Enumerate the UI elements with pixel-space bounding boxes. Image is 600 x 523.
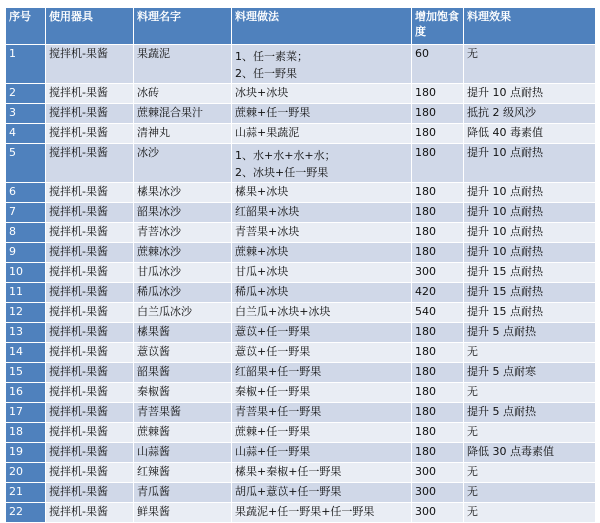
row-satiety: 180 xyxy=(412,423,464,443)
row-name: 韶果冰沙 xyxy=(134,203,232,223)
row-name: 蔗棘冰沙 xyxy=(134,243,232,263)
row-satiety: 180 xyxy=(412,124,464,144)
row-satiety: 180 xyxy=(412,223,464,243)
row-effect: 抵抗 2 级风沙 xyxy=(464,104,596,124)
row-id: 2 xyxy=(6,84,46,104)
row-id: 18 xyxy=(6,423,46,443)
header-satiety: 增加饱食度 xyxy=(412,8,464,45)
row-name: 鲜果酱 xyxy=(134,503,232,523)
recipe-line: 白兰瓜+冰块+冰块 xyxy=(235,305,331,318)
row-satiety: 180 xyxy=(412,183,464,203)
row-effect: 无 xyxy=(464,503,596,523)
row-name: 甘瓜冰沙 xyxy=(134,263,232,283)
table-row xyxy=(6,45,596,84)
table-row xyxy=(6,104,596,124)
table-row xyxy=(6,303,596,323)
row-satiety: 540 xyxy=(412,303,464,323)
row-effect: 无 xyxy=(464,483,596,503)
row-effect: 无 xyxy=(464,45,596,84)
row-name: 冰砖 xyxy=(134,84,232,104)
table-row xyxy=(6,144,596,183)
row-effect: 提升 5 点耐热 xyxy=(464,403,596,423)
row-id: 6 xyxy=(6,183,46,203)
row-id: 15 xyxy=(6,363,46,383)
row-effect: 提升 10 点耐热 xyxy=(464,223,596,243)
row-tool: 搅拌机-果酱 xyxy=(46,323,134,343)
recipe-line: 冰块+冰块 xyxy=(235,86,289,99)
row-satiety: 180 xyxy=(412,403,464,423)
row-recipe xyxy=(232,443,412,463)
row-recipe xyxy=(232,363,412,383)
row-effect: 提升 10 点耐热 xyxy=(464,243,596,263)
row-recipe xyxy=(232,203,412,223)
row-tool: 搅拌机-果酱 xyxy=(46,203,134,223)
recipe-line: 蔗棘+任一野果 xyxy=(235,106,311,119)
row-tool: 搅拌机-果酱 xyxy=(46,243,134,263)
row-recipe xyxy=(232,383,412,403)
recipe-line: 红韶果+任一野果 xyxy=(235,365,322,378)
table-row xyxy=(6,323,596,343)
row-satiety: 180 xyxy=(412,144,464,183)
row-id: 22 xyxy=(6,503,46,523)
row-satiety: 180 xyxy=(412,104,464,124)
row-tool: 搅拌机-果酱 xyxy=(46,403,134,423)
row-satiety: 300 xyxy=(412,483,464,503)
row-name: 蔗棘酱 xyxy=(134,423,232,443)
row-recipe xyxy=(232,403,412,423)
row-effect: 提升 10 点耐热 xyxy=(464,203,596,223)
row-recipe xyxy=(232,323,412,343)
row-tool: 搅拌机-果酱 xyxy=(46,303,134,323)
row-recipe xyxy=(232,503,412,523)
table-row xyxy=(6,423,596,443)
row-satiety: 180 xyxy=(412,363,464,383)
row-effect: 提升 15 点耐热 xyxy=(464,303,596,323)
row-satiety: 420 xyxy=(412,283,464,303)
row-satiety: 180 xyxy=(412,203,464,223)
row-satiety: 180 xyxy=(412,243,464,263)
row-satiety: 300 xyxy=(412,263,464,283)
row-name: 榡果冰沙 xyxy=(134,183,232,203)
table-row xyxy=(6,483,596,503)
row-satiety: 300 xyxy=(412,503,464,523)
row-name: 榡果酱 xyxy=(134,323,232,343)
row-id: 21 xyxy=(6,483,46,503)
table-row xyxy=(6,223,596,243)
header-recipe: 料理做法 xyxy=(232,8,412,45)
row-recipe xyxy=(232,104,412,124)
row-effect: 无 xyxy=(464,463,596,483)
row-name: 薏苡酱 xyxy=(134,343,232,363)
header-effect: 料理效果 xyxy=(464,8,596,45)
recipe-line: 果蔬泥+任一野果+任一野果 xyxy=(235,505,375,518)
recipe-line: 蔗棘+任一野果 xyxy=(235,425,311,438)
row-effect: 无 xyxy=(464,423,596,443)
row-effect: 提升 10 点耐热 xyxy=(464,144,596,183)
row-name: 秦椒酱 xyxy=(134,383,232,403)
row-name: 白兰瓜冰沙 xyxy=(134,303,232,323)
table-body xyxy=(6,45,596,523)
row-name: 清神丸 xyxy=(134,124,232,144)
row-recipe xyxy=(232,183,412,203)
row-tool: 搅拌机-果酱 xyxy=(46,443,134,463)
row-tool: 搅拌机-果酱 xyxy=(46,144,134,183)
recipe-line: 蔗棘+冰块 xyxy=(235,245,289,258)
recipe-line: 胡瓜+薏苡+任一野果 xyxy=(235,485,342,498)
recipe-line: 榡果+冰块 xyxy=(235,185,289,198)
row-tool: 搅拌机-果酱 xyxy=(46,383,134,403)
row-tool: 搅拌机-果酱 xyxy=(46,423,134,443)
row-satiety: 180 xyxy=(412,383,464,403)
row-recipe xyxy=(232,243,412,263)
row-satiety: 180 xyxy=(412,443,464,463)
row-id: 13 xyxy=(6,323,46,343)
row-id: 9 xyxy=(6,243,46,263)
header-row xyxy=(6,8,596,45)
row-recipe xyxy=(232,144,412,183)
table-row xyxy=(6,503,596,523)
row-tool: 搅拌机-果酱 xyxy=(46,223,134,243)
row-id: 1 xyxy=(6,45,46,84)
recipe-line: 红韶果+冰块 xyxy=(235,205,300,218)
row-id: 5 xyxy=(6,144,46,183)
row-tool: 搅拌机-果酱 xyxy=(46,124,134,144)
recipe-line: 薏苡+任一野果 xyxy=(235,345,311,358)
recipe-line: 山蒜+果蔬泥 xyxy=(235,126,300,139)
row-id: 3 xyxy=(6,104,46,124)
row-name: 红辣酱 xyxy=(134,463,232,483)
row-effect: 提升 15 点耐热 xyxy=(464,263,596,283)
row-effect: 提升 10 点耐热 xyxy=(464,84,596,104)
row-id: 17 xyxy=(6,403,46,423)
header-tool: 使用器具 xyxy=(46,8,134,45)
row-id: 8 xyxy=(6,223,46,243)
recipe-line: 1、水+水+水+水； xyxy=(235,149,336,162)
table-row xyxy=(6,183,596,203)
row-id: 19 xyxy=(6,443,46,463)
row-id: 14 xyxy=(6,343,46,363)
row-name: 山蒜酱 xyxy=(134,443,232,463)
row-tool: 搅拌机-果酱 xyxy=(46,263,134,283)
row-name: 蔗棘混合果汁 xyxy=(134,104,232,124)
row-recipe xyxy=(232,124,412,144)
recipe-line: 青菩果+任一野果 xyxy=(235,405,322,418)
row-tool: 搅拌机-果酱 xyxy=(46,363,134,383)
row-recipe xyxy=(232,303,412,323)
table-row xyxy=(6,403,596,423)
table-row xyxy=(6,203,596,223)
row-id: 4 xyxy=(6,124,46,144)
table-row xyxy=(6,363,596,383)
table-row xyxy=(6,84,596,104)
recipe-line: 青菩果+冰块 xyxy=(235,225,300,238)
row-tool: 搅拌机-果酱 xyxy=(46,463,134,483)
row-effect: 无 xyxy=(464,383,596,403)
recipe-line: 山蒜+任一野果 xyxy=(235,445,311,458)
row-satiety: 180 xyxy=(412,343,464,363)
row-effect: 降低 30 点毒素值 xyxy=(464,443,596,463)
row-id: 7 xyxy=(6,203,46,223)
table-row xyxy=(6,263,596,283)
row-id: 10 xyxy=(6,263,46,283)
row-name: 果蔬泥 xyxy=(134,45,232,84)
row-tool: 搅拌机-果酱 xyxy=(46,503,134,523)
row-tool: 搅拌机-果酱 xyxy=(46,483,134,503)
row-effect: 无 xyxy=(464,343,596,363)
row-effect: 提升 5 点耐寒 xyxy=(464,363,596,383)
row-id: 16 xyxy=(6,383,46,403)
row-id: 12 xyxy=(6,303,46,323)
row-recipe xyxy=(232,45,412,84)
row-tool: 搅拌机-果酱 xyxy=(46,84,134,104)
row-satiety: 300 xyxy=(412,463,464,483)
row-recipe xyxy=(232,483,412,503)
row-recipe xyxy=(232,343,412,363)
row-name: 冰沙 xyxy=(134,144,232,183)
row-recipe xyxy=(232,84,412,104)
recipe-line: 甘瓜+冰块 xyxy=(235,265,289,278)
row-effect: 降低 40 毒素值 xyxy=(464,124,596,144)
table-row xyxy=(6,283,596,303)
header-id: 序号 xyxy=(6,8,46,45)
row-effect: 提升 15 点耐热 xyxy=(464,283,596,303)
table-row xyxy=(6,343,596,363)
row-tool: 搅拌机-果酱 xyxy=(46,45,134,84)
recipe-line: 1、任一素菜； xyxy=(235,50,308,63)
row-effect: 提升 10 点耐热 xyxy=(464,183,596,203)
recipe-table xyxy=(5,7,596,523)
row-recipe xyxy=(232,223,412,243)
row-recipe xyxy=(232,263,412,283)
row-name: 青菩果酱 xyxy=(134,403,232,423)
table-row xyxy=(6,443,596,463)
row-name: 韶果酱 xyxy=(134,363,232,383)
row-name: 青菩冰沙 xyxy=(134,223,232,243)
row-recipe xyxy=(232,463,412,483)
recipe-line: 薏苡+任一野果 xyxy=(235,325,311,338)
row-recipe xyxy=(232,423,412,443)
row-id: 20 xyxy=(6,463,46,483)
table-row xyxy=(6,463,596,483)
row-tool: 搅拌机-果酱 xyxy=(46,283,134,303)
row-satiety: 60 xyxy=(412,45,464,84)
table-row xyxy=(6,124,596,144)
recipe-table-container xyxy=(5,7,596,523)
recipe-line: 2、任一野果 xyxy=(235,67,297,80)
row-tool: 搅拌机-果酱 xyxy=(46,183,134,203)
row-name: 稀瓜冰沙 xyxy=(134,283,232,303)
table-row xyxy=(6,383,596,403)
row-tool: 搅拌机-果酱 xyxy=(46,343,134,363)
row-satiety: 180 xyxy=(412,323,464,343)
row-effect: 提升 5 点耐热 xyxy=(464,323,596,343)
row-name: 青瓜酱 xyxy=(134,483,232,503)
recipe-line: 秦椒+任一野果 xyxy=(235,385,311,398)
table-row xyxy=(6,243,596,263)
recipe-line: 榡果+秦椒+任一野果 xyxy=(235,465,342,478)
header-name: 料理名字 xyxy=(134,8,232,45)
row-recipe xyxy=(232,283,412,303)
row-satiety: 180 xyxy=(412,84,464,104)
row-tool: 搅拌机-果酱 xyxy=(46,104,134,124)
row-id: 11 xyxy=(6,283,46,303)
recipe-line: 稀瓜+冰块 xyxy=(235,285,289,298)
recipe-line: 2、冰块+任一野果 xyxy=(235,166,329,179)
